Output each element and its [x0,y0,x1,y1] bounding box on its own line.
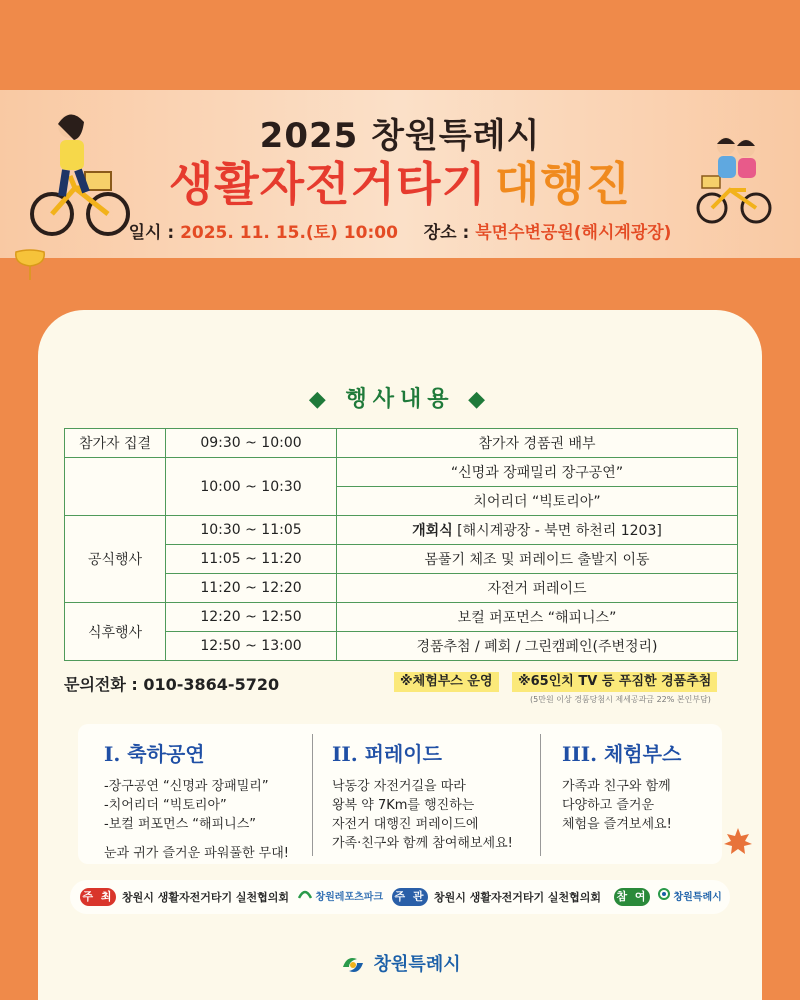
prize-note: (5만원 이상 경품당첨시 제세공과금 22% 본인부담) [530,695,711,704]
table-row [65,458,738,487]
feature-title: II. 퍼레이드 [332,742,442,766]
footer-logo [0,950,800,977]
section-title: ◆ 행사내용 ◆ [308,387,492,412]
desc-bold: 개회식 [412,523,453,539]
table-row [65,545,738,574]
changwon-logo-icon [339,953,367,977]
desc-cell: “신명과 장패밀리 장구공연” [337,458,738,487]
participate-logo-text: 창원특례시 [673,892,722,903]
prize-tag: ※65인치 TV 등 푸짐한 경품추첨 [512,672,717,692]
event-title-main: 생활자전거타기 [168,157,487,211]
event-title-line1: 2025 창원특례시 [259,116,541,156]
booth-tag: ※체험부스 운영 [394,672,499,692]
time-cell: 12:20 ~ 12:50 [166,603,337,632]
desc-cell: 치어리더 “빅토리아” [337,487,738,516]
feature-line: -보컬 퍼포먼스 “해피니스” [104,817,257,832]
desc-cell: 몸풀기 체조 및 퍼레이드 출발지 이동 [337,545,738,574]
leports-logo-icon [298,888,312,900]
participate-label: 참 여 [614,888,650,906]
event-title-highlight: 대행진 [494,157,632,211]
time-cell: 11:05 ~ 11:20 [166,545,337,574]
desc-cell: 보컬 퍼포먼스 “해피니스” [337,603,738,632]
manage-label: 주 관 [392,888,428,906]
place-label: 장소 : [423,223,470,243]
place-value: 북면수변공원(해시계광장) [475,223,672,243]
event-title-line2 [0,148,800,214]
date-value: 2025. 11. 15.(토) 10:00 [180,223,398,243]
maple-leaf-icon [722,826,754,858]
table-row [65,603,738,632]
feature-line: 왕복 약 7Km를 행진하는 [332,798,475,813]
changwon-logo-icon [658,888,670,900]
feature-line: 자전거 대행진 퍼레이드에 [332,817,479,832]
feature-parade [332,738,513,853]
time-cell: 11:20 ~ 12:20 [166,574,337,603]
table-row [65,516,738,545]
event-info [0,218,800,243]
feature-line: -치어리더 “빅토리아” [104,798,227,813]
manage-name: 창원시 생활자전거타기 실천협의회 [434,891,602,904]
feature-line: 가족과 친구와 함께 [562,779,671,794]
feature-performance [104,738,289,863]
feature-line: 체험을 즐겨보세요! [562,817,672,832]
desc-rest: [해시계광장 - 북면 하천리 1203] [452,523,662,539]
table-row [65,429,738,458]
time-cell: 09:30 ~ 10:00 [166,429,337,458]
feature-line: -장구공연 “신명과 장패밀리” [104,779,269,794]
feature-line: 다양하고 즐거운 [562,798,655,813]
ginkgo-leaf-icon [12,246,48,282]
feature-line: 낙동강 자전거길을 따라 [332,779,466,794]
feature-line: 눈과 귀가 즐거운 파워풀한 무대! [104,846,289,861]
participate-logo [658,888,722,903]
footer-logo-text: 창원특례시 [373,954,461,975]
table-row [65,632,738,661]
time-cell: 10:00 ~ 10:30 [166,458,337,516]
desc-cell: 자전거 퍼레이드 [337,574,738,603]
host-name: 창원시 생활자전거타기 실천협의회 [122,891,290,904]
date-label: 일시 : [128,223,175,243]
desc-cell: 참가자 경품권 배부 [337,429,738,458]
contact-phone: 문의전화 : 010-3864-5720 [64,675,280,694]
feature-booth [562,738,681,834]
time-cell: 12:50 ~ 13:00 [166,632,337,661]
schedule-table [64,428,738,661]
group-cell [65,458,166,516]
host-label: 주 최 [80,888,116,906]
table-row [65,574,738,603]
divider [540,734,541,856]
divider [312,734,313,856]
desc-cell [337,516,738,545]
desc-cell: 경품추첨 / 폐회 / 그린캠페인(주변정리) [337,632,738,661]
group-cell: 참가자 집결 [65,429,166,458]
feature-title: I. 축하공연 [104,742,205,766]
time-cell: 10:30 ~ 11:05 [166,516,337,545]
host-logo-text: 창원레포츠파크 [315,892,384,903]
host-logo [298,888,383,903]
group-cell: 식후행사 [65,603,166,661]
feature-line: 가족·친구와 함께 참여해보세요! [332,836,513,851]
feature-title: III. 체험부스 [562,742,682,766]
group-cell: 공식행사 [65,516,166,603]
